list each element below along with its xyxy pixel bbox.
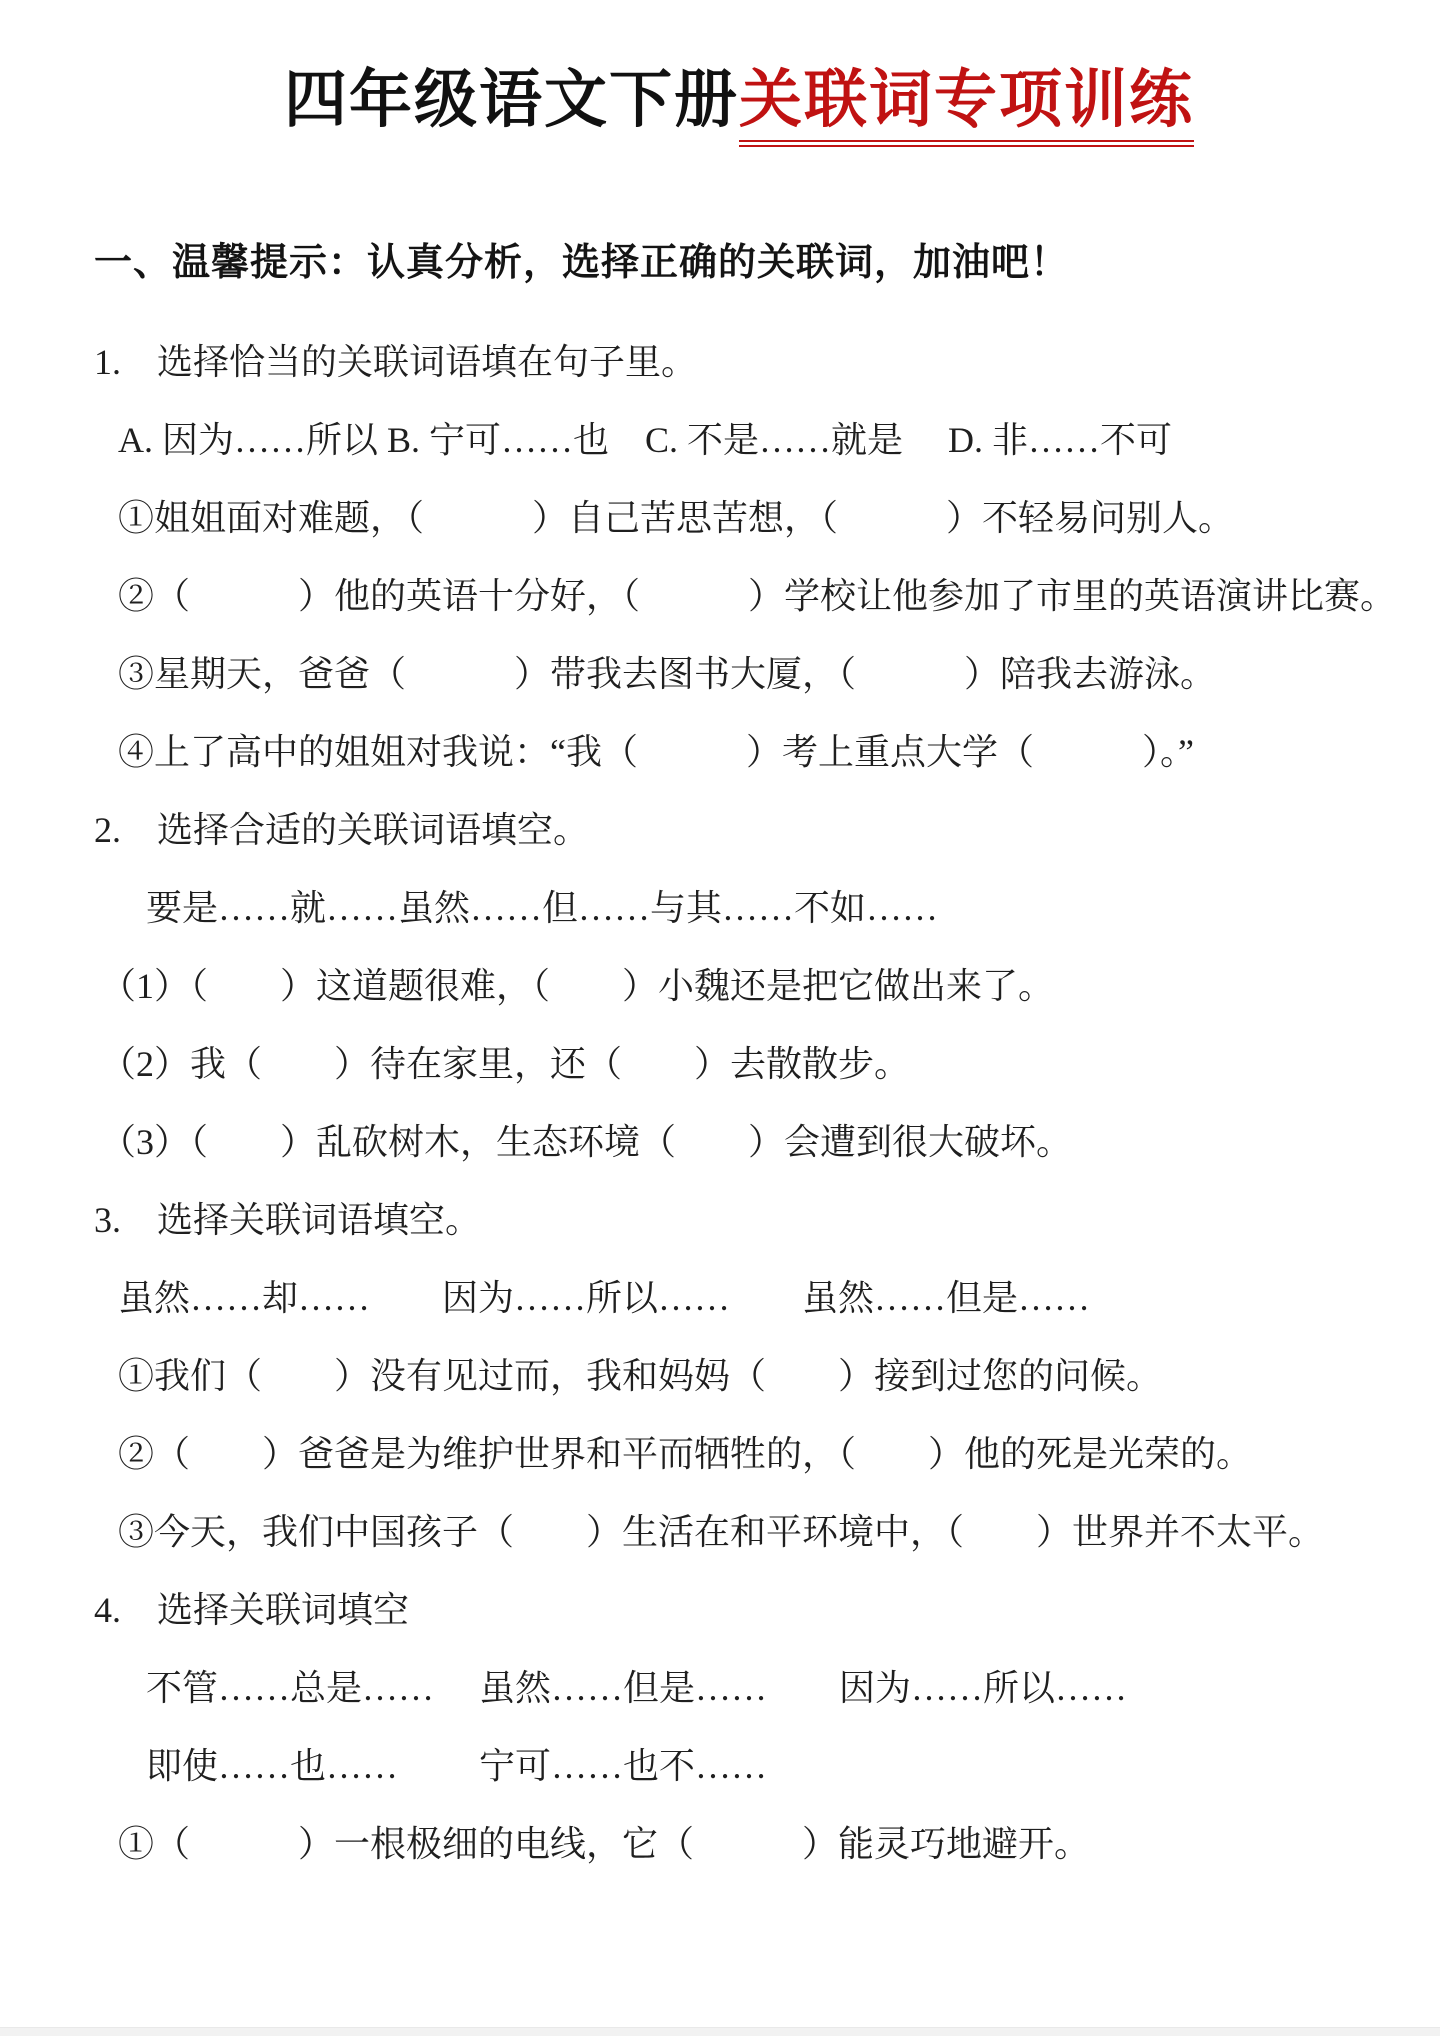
title-topic-part: 关联词专项训练 [739, 65, 1194, 147]
q3-item-3: ③今天，我们中国孩子（ ）生活在和平环境中，（ ）世界并不太平。 [118, 1512, 1325, 1552]
q2-word-bank: 要是……就……虽然……但……与其……不如…… [146, 888, 939, 928]
section-1-header: 一、温馨提示：认真分析，选择正确的关联词，加油吧！ [94, 242, 1070, 284]
q1-item-1: ①姐姐面对难题，（ ）自己苦思苦想，（ ）不轻易问别人。 [118, 498, 1235, 538]
q1-item-2: ②（ ）他的英语十分好，（ ）学校让他参加了市里的英语演讲比赛。 [118, 576, 1397, 616]
q1-item-4: ④上了高中的姐姐对我说：“我（ ）考上重点大学（ ）。” [118, 732, 1194, 772]
question-2-stem: 2. 选择合适的关联词语填空。 [94, 810, 590, 850]
page-bottom-edge [0, 2027, 1440, 2036]
q3-item-2: ②（ ）爸爸是为维护世界和平而牺牲的，（ ）他的死是光荣的。 [118, 1434, 1253, 1474]
q4-item-1: ①（ ）一根极细的电线，它（ ）能灵巧地避开。 [118, 1824, 1091, 1864]
question-3-stem: 3. 选择关联词语填空。 [94, 1200, 482, 1240]
q4-word-bank-1: 不管……总是…… 虽然……但是…… 因为……所以…… [146, 1668, 1128, 1708]
question-1-options: A. 因为……所以 B. 宁可……也 C. 不是……就是 D. 非……不可 [118, 420, 1173, 460]
question-4-stem: 4. 选择关联词填空 [94, 1590, 410, 1630]
title-course-part: 四年级语文下册 [284, 65, 739, 135]
q1-item-3: ③星期天，爸爸（ ）带我去图书大厦，（ ）陪我去游泳。 [118, 654, 1217, 694]
q4-word-bank-2: 即使……也…… 宁可……也不…… [146, 1746, 768, 1786]
page-title [94, 58, 1384, 142]
q2-item-1: （1）（ ）这道题很难，（ ）小魏还是把它做出来了。 [100, 966, 1055, 1006]
q2-item-3: （3）（ ）乱砍树木，生态环境（ ）会遭到很大破坏。 [100, 1122, 1073, 1162]
q3-word-bank: 虽然……却…… 因为……所以…… 虽然……但是…… [118, 1278, 1091, 1318]
q2-item-2: （2）我（ ）待在家里，还（ ）去散散步。 [100, 1044, 911, 1084]
q3-item-1: ①我们（ ）没有见过而，我和妈妈（ ）接到过您的问候。 [118, 1356, 1163, 1396]
question-1-stem: 1. 选择恰当的关联词语填在句子里。 [94, 342, 698, 382]
